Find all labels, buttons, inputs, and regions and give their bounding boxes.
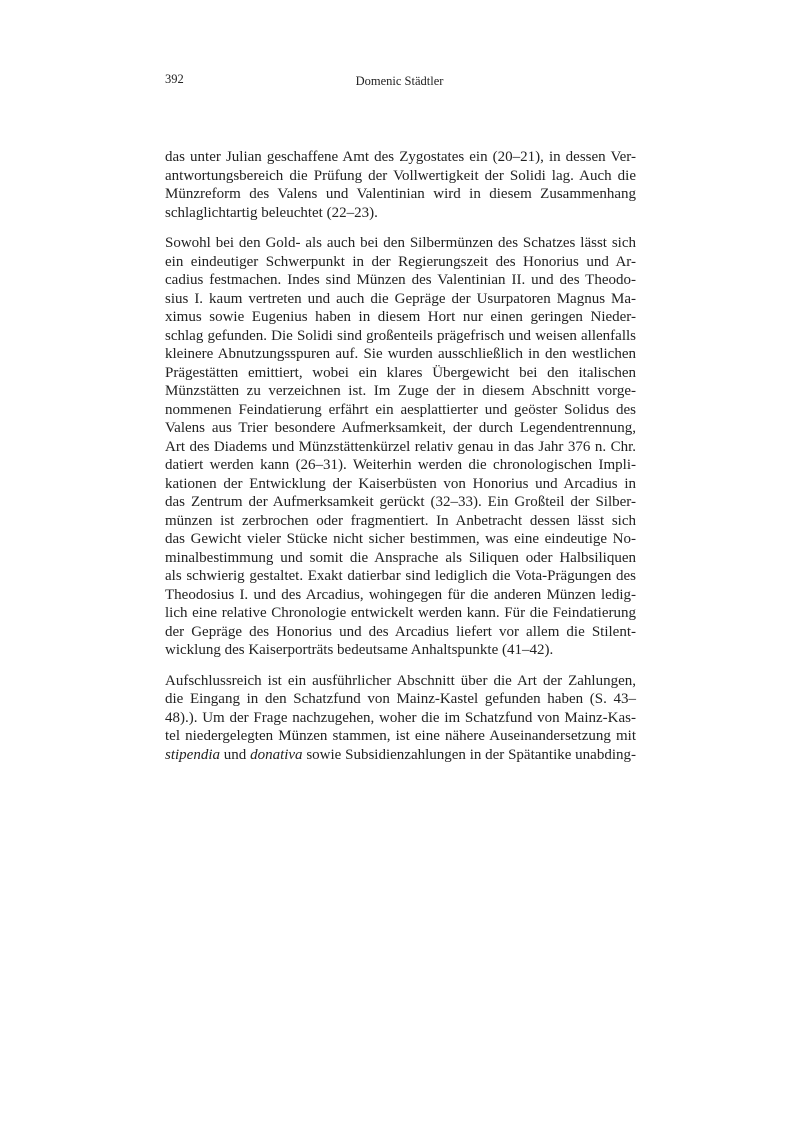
text-line: Münzreform des Valens und Valentinian wird in diesem Zusammenhang — [165, 186, 636, 202]
italic-term: stipendia — [165, 746, 220, 763]
body-text — [165, 148, 636, 776]
paragraph — [165, 234, 636, 660]
text-line: kationen der Entwicklung der Kaiserbüsten von Honorius und Arcadius in — [165, 475, 636, 492]
text-line: die Eingang in den Schatzfund von Mainz-Kastel gefunden haben (S. 43– — [165, 691, 636, 707]
text-line: Prägestätten emittiert, wobei ein klares Übergewicht bei den italischen — [165, 364, 636, 381]
text-line — [165, 746, 636, 765]
text-line: Sowohl bei den Gold- als auch bei den Silbermünzen des Schatzes lässt sich — [165, 235, 636, 251]
text-line: tel niedergelegten Münzen stammen, ist eine nähere Auseinandersetzung mit — [165, 728, 636, 744]
text-line: wicklung des Kaiserporträts bedeutsame Anhaltspunkte (41–42). — [165, 642, 554, 658]
text-run: sowie Subsidienzahlungen in der Spätantike unabding- — [302, 746, 636, 763]
text-line: das unter Julian geschaffene Amt des Zygostates ein (20–21), in dessen Ver- — [165, 149, 636, 165]
text-line: münzen ist zerbrochen oder fragmentiert. In Anbetracht dessen lässt sich — [165, 512, 636, 529]
text-run: und — [220, 746, 251, 763]
text-line: antwortungsbereich die Prüfung der Vollwertigkeit der Solidi lag. Auch die — [165, 167, 636, 184]
text-line: ein eindeutiger Schwerpunkt in der Regierungszeit des Honorius und Ar- — [165, 253, 636, 270]
text-line: schlaglichtartig beleuchtet (22–23). — [165, 204, 378, 221]
text-line: cadius festmachen. Indes sind Münzen des Valentinian II. und des Theodo- — [165, 272, 636, 288]
text-line: minalbestimmung und somit die Ansprache als Siliquen oder Halbsiliquen — [165, 549, 636, 566]
text-line: lich eine relative Chronologie entwickelt werden kann. Für die Feindatierung — [165, 605, 636, 621]
paragraph — [165, 672, 636, 765]
paragraph — [165, 148, 636, 222]
text-line: Aufschlussreich ist ein ausführlicher Abschnitt über die Art der Zahlungen, — [165, 672, 636, 689]
text-line: datiert werden kann (26–31). Weiterhin werden die chronologischen Impli- — [165, 457, 636, 473]
text-line: nommenen Feindatierung erfährt ein aesplattierter und geöster Solidus des — [165, 401, 636, 418]
text-line: Münzstätten zu verzeichnen ist. Im Zuge der in diesem Abschnitt vorge- — [165, 383, 636, 399]
text-line: Valens aus Trier besondere Aufmerksamkeit, der durch Legendentrennung, — [165, 420, 636, 436]
text-line: das Zentrum der Aufmerksamkeit gerückt (32–33). Ein Großteil der Silber- — [165, 494, 636, 510]
text-line: Theodosius I. und des Arcadius, wohingegen für die anderen Münzen ledig- — [165, 586, 636, 603]
text-line: Art des Diadems und Münzstättenkürzel relativ genau in das Jahr 376 n. Chr. — [165, 438, 636, 455]
text-line: schlag gefunden. Die Solidi sind großenteils prägefrisch und weisen allenfalls — [165, 327, 636, 344]
text-line: der Gepräge des Honorius und des Arcadius liefert vor allem die Stilent- — [165, 623, 636, 640]
text-line: kleinere Abnutzungsspuren auf. Sie wurden ausschließlich in den westlichen — [165, 346, 636, 362]
italic-term: donativa — [250, 746, 303, 763]
text-line: als schwierig gestaltet. Exakt datierbar sind lediglich die Vota-Prägungen des — [165, 568, 636, 584]
text-line: 48).). Um der Frage nachzugehen, woher die im Schatzfund von Mainz-Kas- — [165, 709, 636, 726]
page-number: 392 — [165, 72, 184, 86]
text-line: das Gewicht vieler Stücke nicht sicher bestimmen, was eine eindeutige No- — [165, 531, 636, 547]
running-head: Domenic Städtler — [355, 74, 444, 88]
text-line: sius I. kaum vertreten und auch die Gepräge der Usurpatoren Magnus Ma- — [165, 290, 636, 307]
text-line: ximus sowie Eugenius haben in diesem Hort nur einen geringen Nieder- — [165, 309, 636, 325]
